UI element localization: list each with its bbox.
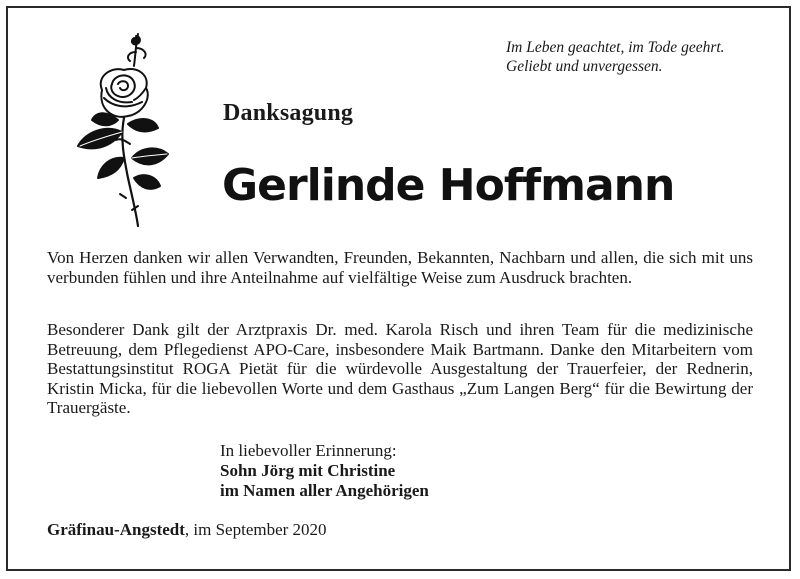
- paragraph-2: Besonderer Dank gilt der Arztpraxis Dr. med. Karola Risch und ihren Team für die medizinische Betreuung, dem Pflegedienst APO-Care, insbesondere Maik Bartmann. Danke den Mitarbeitern vom Bestattungsinstitut ROGA Pietät für die würdevolle Ausgestaltung der Trauerfeier, der Rednerin, Kristin Micka, für die liebevollen Worte und dem Gasthaus „Zum Langen Berg“ für die Bewirtung der Trauergäste.: [47, 320, 753, 418]
- rose-icon: [62, 28, 180, 230]
- paragraph-1: Von Herzen danken wir allen Verwandten, Freunden, Bekannten, Nachbarn und allen, die sich mit uns verbunden fühlen und ihre Anteilnahme auf vielfältige Weise zum Ausdruck brachten.: [47, 248, 753, 287]
- signature-intro: In liebevoller Erinnerung:: [220, 441, 397, 460]
- motto-line-2: Geliebt und unvergessen.: [506, 58, 663, 75]
- motto-line-1: Im Leben geachtet, im Tode geehrt.: [506, 39, 725, 56]
- place-town: Gräfinau-Angstedt: [47, 520, 185, 539]
- place-date-text: , im September 2020: [184, 520, 327, 539]
- heading: Danksagung: [223, 100, 354, 126]
- signature: [220, 441, 429, 501]
- signature-line-1: Sohn Jörg mit Christine: [220, 461, 396, 480]
- place-date: [47, 520, 327, 540]
- signature-line-2: im Namen aller Angehörigen: [220, 481, 429, 500]
- deceased-name: Gerlinde Hoffmann: [222, 160, 675, 211]
- motto: [506, 38, 776, 76]
